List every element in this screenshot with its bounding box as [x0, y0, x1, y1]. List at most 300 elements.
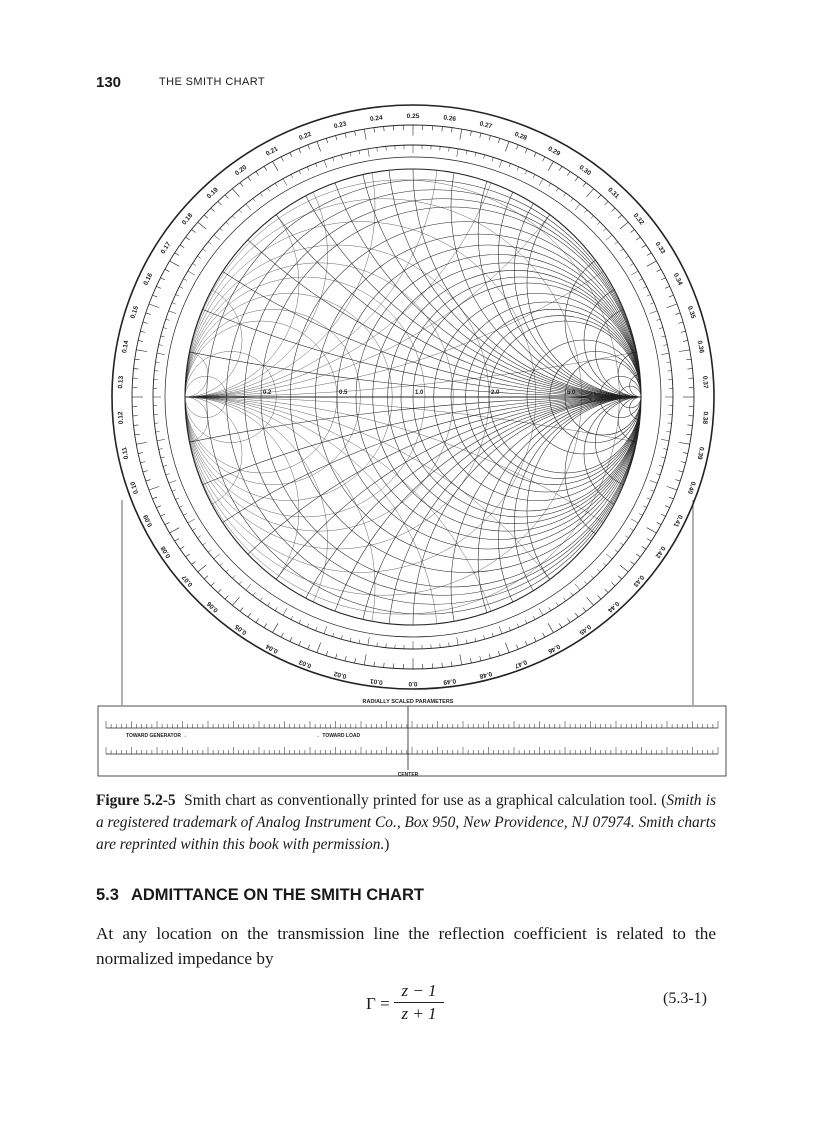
scale-tick [283, 179, 287, 186]
scale-tick [525, 149, 527, 153]
scale-tick [239, 581, 242, 584]
wavelength-label: 0.22 [298, 130, 313, 142]
scale-tick [156, 432, 160, 433]
scale-tick [681, 331, 686, 332]
scale-tick [470, 131, 471, 136]
scale-tick [260, 598, 262, 601]
scale-tick [509, 627, 510, 631]
scale-tick [563, 598, 565, 601]
scale-tick [256, 618, 259, 622]
scale-tick [460, 654, 462, 664]
scale-tick [625, 536, 628, 538]
scale-tick [567, 618, 570, 622]
scale-tick [679, 442, 690, 444]
scale-tick [326, 651, 328, 656]
wavelength-label: 0.27 [478, 120, 493, 131]
scale-tick [232, 216, 235, 219]
resistance-label: 1.0 [415, 390, 424, 396]
scale-tick [183, 513, 187, 515]
scale-tick [533, 174, 535, 178]
scale-tick [449, 147, 450, 151]
scale-tick [451, 662, 452, 667]
wavelength-label: 0.41 [671, 513, 684, 528]
caption-text: Smith chart as conventionally printed for use as a graphical calculation tool. ( [184, 792, 667, 809]
scale-tick [543, 633, 545, 637]
wavelength-label: 0.01 [369, 676, 384, 686]
scale-tick [307, 624, 309, 628]
scale-tick [647, 498, 651, 500]
scale-tick [175, 498, 179, 500]
scale-tick [152, 295, 157, 297]
wavelength-label: 0.17 [159, 240, 173, 256]
scale-tick [661, 336, 665, 337]
scale-tick [659, 465, 663, 466]
scale-tick [484, 155, 485, 159]
scale-tick [657, 522, 661, 524]
scale-tick [606, 554, 612, 559]
scale-tick [204, 576, 208, 579]
scale-tick [374, 662, 375, 667]
scale-tick [679, 350, 690, 352]
scale-tick [359, 640, 360, 644]
scale-tick [146, 480, 151, 481]
scale-tick [211, 208, 215, 211]
scale-tick [475, 638, 476, 642]
scale-tick [317, 141, 321, 151]
wavelength-label: 0.43 [631, 573, 646, 588]
scale-tick [186, 554, 190, 557]
scale-tick [650, 480, 658, 483]
scale-tick [166, 319, 170, 320]
wavelength-label: 0.11 [121, 446, 131, 460]
scale-tick [683, 340, 688, 341]
scale-tick [631, 271, 638, 275]
wavelength-label: 0.29 [546, 145, 562, 158]
scale-tick [198, 565, 206, 572]
scale-tick [543, 157, 545, 161]
scale-tick [384, 663, 385, 668]
scale-tick [647, 539, 651, 542]
reactance-arc [514, 397, 767, 650]
scale-tick [203, 249, 206, 251]
scale-tick [678, 471, 683, 472]
scale-tick [140, 331, 145, 332]
scale-tick [156, 506, 161, 508]
scale-tick [650, 490, 654, 491]
scale-tick [665, 286, 670, 288]
scale-tick [548, 161, 554, 170]
reactance-arc [413, 397, 816, 790]
scale-tick [661, 514, 665, 516]
scale-tick [517, 167, 519, 171]
wavelength-label: 0.09 [142, 513, 155, 528]
scale-tick [299, 171, 301, 175]
scale-tick [657, 269, 661, 271]
scale-tick [157, 353, 165, 354]
scale-tick [620, 565, 628, 572]
equation-number: (5.3-1) [663, 990, 707, 1007]
scale-tick [218, 589, 221, 592]
scale-tick [135, 434, 140, 435]
section-title: ADMITTANCE ON THE SMITH CHART [130, 886, 424, 904]
scale-tick [317, 643, 321, 653]
scale-tick [661, 278, 665, 280]
scale-tick [374, 128, 375, 133]
wavelength-label: 0.12 [117, 411, 125, 425]
scale-tick [549, 183, 551, 186]
scale-tick [489, 136, 490, 141]
scale-tick [650, 311, 658, 314]
scale-tick [583, 608, 586, 612]
center-label: CENTER [397, 772, 419, 778]
scale-tick [291, 174, 293, 178]
wavelength-label: 0.30 [577, 164, 593, 178]
scale-tick [175, 253, 179, 256]
scale-tick [299, 149, 301, 153]
resistance-label: 5.0 [567, 390, 576, 396]
scale-tick [457, 149, 458, 157]
scale-tick [307, 167, 309, 171]
scale-tick [663, 449, 667, 450]
scale-tick [197, 536, 200, 538]
scale-tick [192, 561, 196, 564]
scale-tick [675, 313, 680, 314]
reactance-arc [478, 397, 804, 723]
scale-tick [492, 157, 493, 161]
scale-tick [597, 222, 600, 225]
wavelength-label: 0.07 [180, 573, 195, 588]
wavelength-label: 0.15 [129, 305, 141, 320]
scale-tick [333, 633, 334, 637]
scale-tick [220, 228, 223, 231]
scale-tick [355, 658, 356, 663]
scale-tick [186, 237, 190, 240]
wavelength-label: 0.10 [129, 480, 141, 495]
scale-tick [505, 643, 509, 653]
scale-tick [533, 616, 535, 620]
scale-tick [220, 563, 223, 566]
scale-tick [188, 519, 195, 523]
scale-tick [193, 528, 196, 530]
scale-tick [598, 195, 601, 199]
wavelength-label: 0.18 [180, 212, 195, 227]
reactance-arc [356, 397, 816, 790]
reactance-arc [261, 0, 816, 397]
scale-tick [232, 597, 239, 605]
scale-tick [643, 506, 647, 508]
scale-tick [659, 328, 663, 329]
scale-tick [281, 633, 283, 637]
section-heading [96, 886, 424, 905]
resistance-label: 0.5 [339, 390, 348, 396]
scale-tick [498, 138, 500, 143]
page-number: 130 [96, 74, 122, 91]
scale-tick [509, 163, 510, 167]
wavelength-label: 0.47 [513, 658, 528, 670]
equation-lhs: Γ = [366, 994, 390, 1013]
scale-tick [480, 656, 481, 661]
scale-tick [605, 201, 608, 204]
reactance-arc [388, 0, 816, 397]
scale-tick [442, 126, 443, 131]
scale-tick [136, 350, 147, 352]
scale-tick [364, 129, 366, 139]
scale-tick [457, 637, 458, 645]
scale-tick [534, 637, 536, 641]
scale-tick [480, 133, 481, 138]
scale-tick [534, 153, 536, 157]
scale-tick [603, 228, 606, 231]
scale-tick [355, 131, 356, 136]
wavelength-label: 0.39 [695, 446, 705, 460]
scale-tick [377, 643, 378, 647]
scale-tick [575, 613, 578, 617]
scale-tick [559, 166, 562, 170]
scale-tick [149, 304, 159, 308]
scale-tick [169, 311, 177, 314]
scale-tick [598, 596, 601, 600]
scale-frame [98, 706, 726, 776]
reactance-arc [478, 71, 804, 397]
scale-tick [583, 183, 586, 187]
scale-tick [268, 603, 270, 606]
scale-tick [665, 506, 670, 508]
scale-tick [442, 663, 443, 668]
running-title: THE SMITH CHART [159, 76, 266, 88]
reactance-arc [315, 397, 816, 790]
scale-tick [149, 486, 159, 490]
scale-tick [316, 627, 317, 631]
scale-tick [647, 261, 657, 266]
scale-tick [225, 195, 228, 199]
reactance-arc [261, 397, 816, 790]
scale-tick [563, 193, 565, 196]
scale-tick [587, 189, 594, 197]
scale-tick [499, 160, 502, 168]
scale-tick [620, 249, 623, 251]
scale-tick [135, 359, 140, 360]
scale-tick [172, 303, 176, 304]
scale-tick [253, 198, 255, 201]
scale-tick [165, 269, 169, 271]
reactance-arc [584, 397, 698, 511]
scale-tick [203, 543, 206, 545]
scale-tick [248, 613, 251, 617]
wavelength-label: 0.05 [233, 622, 249, 636]
scale-tick [240, 608, 243, 612]
scale-tick [336, 136, 337, 141]
equation [360, 980, 460, 1030]
scale-tick [559, 624, 562, 628]
scale-tick [273, 161, 279, 170]
scale-tick [630, 561, 634, 564]
scale-tick [584, 210, 587, 213]
scale-tick [143, 471, 148, 472]
scale-tick [156, 286, 161, 288]
wavelength-label: 0.20 [233, 164, 249, 178]
scale-tick [466, 151, 467, 155]
scale-tick [575, 177, 578, 181]
scale-tick [667, 486, 677, 490]
scale-tick [138, 453, 143, 454]
scale-tick [341, 155, 342, 159]
scale-tick [549, 607, 551, 610]
scale-tick [198, 222, 206, 229]
scale-tick [606, 235, 612, 240]
scale-tick [612, 208, 616, 211]
scale-tick [615, 550, 618, 552]
scale-tick [218, 201, 221, 204]
reactance-arc [0, 0, 816, 397]
scale-tick [368, 637, 369, 645]
scale-tick [160, 278, 164, 280]
scale-tick [183, 279, 187, 281]
scale-tick [466, 640, 467, 644]
wavelength-label: 0.34 [671, 272, 684, 287]
scale-tick [499, 626, 502, 634]
scale-tick [475, 152, 476, 156]
scale-tick [281, 157, 283, 161]
scale-tick [350, 638, 351, 642]
scale-tick [686, 434, 691, 435]
scale-tick [152, 497, 157, 499]
scale-tick [667, 432, 671, 433]
wavelength-label: 0.06 [205, 599, 220, 614]
scale-tick [516, 645, 518, 649]
scale-tick [179, 287, 183, 289]
wavelength-label: 0.13 [117, 375, 125, 389]
scale-tick [268, 188, 270, 191]
scale-tick [197, 256, 200, 258]
scale-tick [214, 554, 220, 559]
scale-tick [161, 336, 165, 337]
scale-tick [359, 151, 360, 155]
reactance-arc [527, 169, 755, 397]
scale-tick [505, 141, 509, 151]
figure-caption [96, 790, 716, 856]
scale-tick [308, 145, 310, 149]
scale-tick [156, 362, 160, 363]
scale-tick [630, 528, 633, 530]
scale-tick [350, 152, 351, 156]
scale-tick [656, 319, 660, 320]
scale-tick [618, 576, 622, 579]
scale-tick [597, 569, 600, 572]
scale-tick [364, 654, 366, 664]
scale-tick [175, 295, 179, 297]
scale-tick [591, 216, 594, 219]
scale-tick [630, 230, 634, 233]
wavelength-label: 0.21 [264, 145, 280, 158]
scale-tick [489, 654, 490, 659]
wavelength-label: 0.26 [442, 114, 457, 124]
wavelength-label: 0.42 [653, 544, 667, 560]
wavelength-label: 0.36 [695, 340, 705, 354]
scale-tick [246, 584, 251, 590]
reactance-arc [527, 397, 755, 625]
susceptance-arc [128, 283, 242, 397]
wavelength-label: 0.02 [333, 669, 348, 680]
scale-tick [661, 457, 665, 458]
scale-tick [643, 287, 647, 289]
wavelength-label: 0.25 [406, 113, 420, 120]
scale-tick [449, 643, 450, 647]
scale-tick [591, 575, 594, 578]
scale-tick [232, 189, 239, 197]
scale-tick [492, 633, 493, 637]
scale-tick [204, 215, 208, 218]
scale-tick [161, 457, 165, 458]
scale-tick [615, 242, 618, 244]
scale-tick [239, 210, 242, 213]
equation-numerator: z − 1 [394, 980, 444, 1003]
scale-tick [517, 624, 519, 628]
susceptance-arc [71, 169, 299, 397]
wavelength-label: 0.14 [121, 340, 131, 354]
susceptance-arc [71, 397, 299, 625]
scale-tick [138, 340, 143, 341]
scale-tick [291, 616, 293, 620]
scale-tick [675, 480, 680, 481]
scale-tick [240, 183, 243, 187]
reactance-arc [315, 0, 816, 397]
scale-tick [226, 222, 229, 225]
wavelength-label: 0.44 [606, 599, 621, 614]
scale-tick [159, 345, 163, 346]
scale-tick [612, 583, 616, 586]
scale-tick [687, 425, 692, 426]
resistance-label: 2.0 [491, 390, 500, 396]
scale-tick [160, 514, 164, 516]
scale-tick [656, 474, 660, 475]
radial-scales [98, 699, 726, 778]
scale-tick [384, 126, 385, 131]
scale-tick [571, 592, 573, 595]
scale-tick [172, 490, 176, 491]
scale-tick [179, 506, 183, 508]
wavelength-label: 0.35 [685, 305, 697, 320]
scale-tick [146, 313, 151, 314]
scale-tick [326, 138, 328, 143]
scale-tick [667, 304, 677, 308]
scale-tick [484, 635, 485, 639]
scale-tick [667, 362, 671, 363]
scale-tick [661, 439, 669, 440]
caption-label: Figure 5.2-5 [96, 792, 176, 809]
scale-tick [620, 222, 628, 229]
scale-tick [683, 453, 688, 454]
scale-tick [525, 171, 527, 175]
scale-tick [226, 569, 229, 572]
scale-tick [377, 147, 378, 151]
scale-tick [188, 271, 195, 275]
scale-tick [232, 575, 235, 578]
scale-tick [630, 263, 633, 265]
scale-tick [525, 620, 527, 624]
scale-tick [341, 635, 342, 639]
scale-tick [548, 623, 554, 632]
wavelength-label: 0.03 [298, 658, 313, 670]
reactance-arc [0, 0, 816, 397]
scale-tick [605, 589, 608, 592]
equation-denominator: z + 1 [401, 1004, 437, 1023]
scale-tick [584, 581, 587, 584]
scale-tick [299, 620, 301, 624]
scale-tick [642, 546, 646, 549]
reactance-arc [356, 0, 816, 397]
scale-tick [193, 263, 196, 265]
scale-tick [639, 279, 643, 281]
